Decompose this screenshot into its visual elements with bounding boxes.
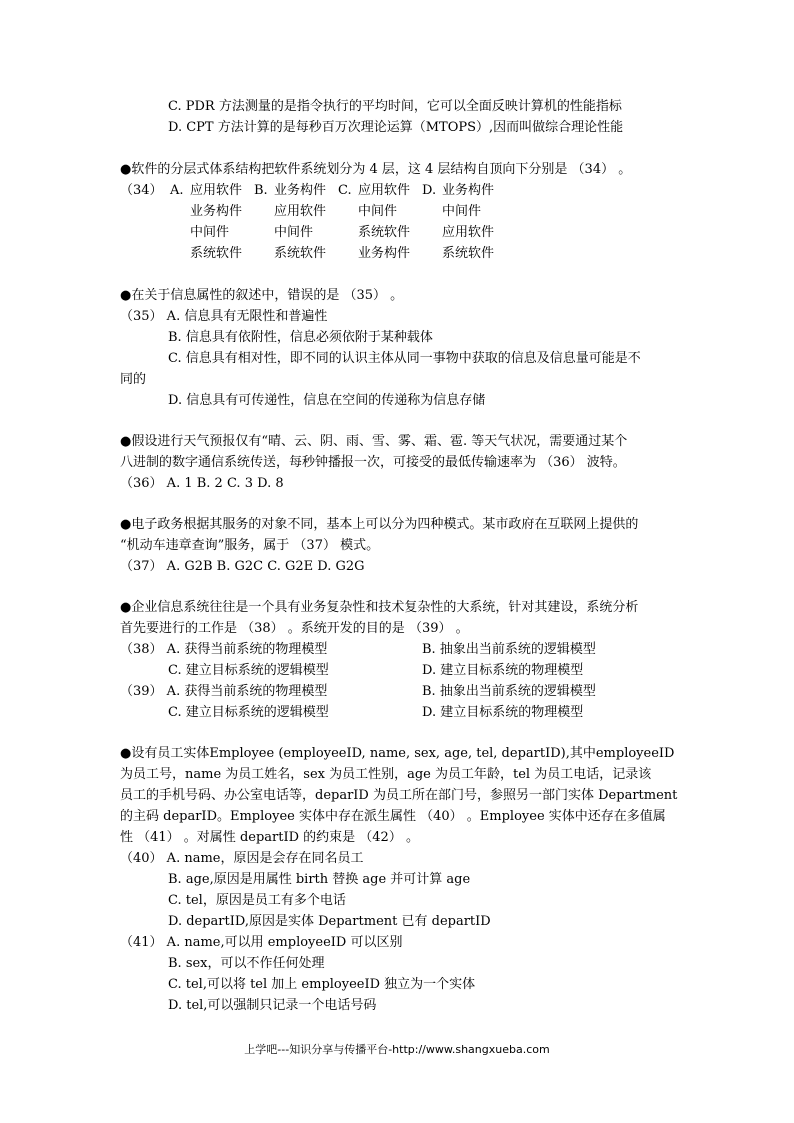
q34-label-c: C.	[338, 183, 352, 198]
q36-stem-1: ●假设进行天气预报仅有“晴、云、阴、雨、雪、雾、霜、雹. 等天气状况，需要通过某个	[120, 434, 628, 449]
q35-option-b: B. 信息具有依附性，信息必须依附于某种载体	[168, 330, 433, 345]
q34-d-3: 应用软件	[442, 225, 495, 240]
q33-option-c: C. PDR 方法测量的是指令执行的平均时间，它可以全面反映计算机的性能指标	[168, 99, 622, 114]
q40-stem-5: 性 （41） 。对属性 departID 的约束是 （42） 。	[120, 830, 419, 845]
q37-options: （37） A. G2B B. G2C C. G2E D. G2G	[120, 559, 365, 574]
q41-option-c: C. tel,可以将 tel 加上 employeeID 独立为一个实体	[168, 977, 476, 992]
q33-option-d: D. CPT 方法计算的是每秒百万次理论运算（MTOPS）,因而叫做综合理论性能	[168, 120, 624, 135]
q34-a-2: 业务构件	[190, 204, 243, 219]
q34-a-4: 系统软件	[190, 246, 243, 261]
q39-option-d: D. 建立目标系统的物理模型	[422, 705, 584, 720]
q38-option-c: C. 建立目标系统的逻辑模型	[168, 663, 329, 678]
q34-options	[120, 180, 520, 264]
q34-d-4: 系统软件	[442, 246, 495, 261]
q40-stem-2: 为员工号，name 为员工姓名，sex 为员工性别，age 为员工年龄，tel 为员工电话，记录该	[120, 767, 652, 782]
q34-a-3: 中间件	[190, 225, 230, 240]
q35-option-c-cont: 同的	[120, 372, 147, 387]
q41-option-b: B. sex，可以不作任何处理	[168, 956, 325, 971]
q34-d-2: 中间件	[442, 204, 482, 219]
q34-label-b: B.	[254, 183, 268, 198]
q39-option-a: （39） A. 获得当前系统的物理模型	[120, 684, 328, 699]
q41-option-d: D. tel,可以强制只记录一个电话号码	[168, 998, 377, 1013]
q35-option-a: （35） A. 信息具有无限性和普遍性	[120, 309, 328, 324]
q34-c-4: 业务构件	[358, 246, 411, 261]
q38-stem-1: ●企业信息系统往往是一个具有业务复杂性和技术复杂性的大系统，针对其建设，系统分析	[120, 600, 639, 615]
q36-stem-2: 八进制的数字通信系统传送，每秒钟播报一次，可接受的最低传输速率为 （36） 波特。	[120, 455, 626, 470]
q38-option-d: D. 建立目标系统的物理模型	[422, 663, 584, 678]
q35-stem: ●在关于信息属性的叙述中，错误的是 （35） 。	[120, 288, 404, 303]
q40-stem-3: 员工的手机号码、办公室电话等，deparID 为员工所在部门号，参照另一部门实体 Department	[120, 788, 678, 803]
q34-d-1: 业务构件	[442, 183, 495, 198]
q38-option-b: B. 抽象出当前系统的逻辑模型	[422, 642, 596, 657]
q35-option-d: D. 信息具有可传递性，信息在空间的传递称为信息存储	[168, 393, 486, 408]
q35-option-c: C. 信息具有相对性，即不同的认识主体从同一事物中获取的信息及信息量可能是不	[168, 351, 641, 366]
q40-stem-1: ●设有员工实体Employee (employeeID, name, sex, age, tel, departID),其中employeeID	[120, 746, 675, 761]
q39-option-c: C. 建立目标系统的逻辑模型	[168, 705, 329, 720]
q40-option-a: （40） A. name，原因是会存在同名员工	[120, 851, 364, 866]
q34-a-1: 应用软件	[190, 183, 243, 198]
q40-option-c: C. tel，原因是员工有多个电话	[168, 893, 346, 908]
q40-option-b: B. age,原因是用属性 birth 替换 age 并可计算 age	[168, 872, 471, 887]
q39-option-b: B. 抽象出当前系统的逻辑模型	[422, 684, 596, 699]
q34-label-d: D.	[422, 183, 437, 198]
q40-stem-4: 的主码 deparID。Employee 实体中存在派生属性 （40） 。Employee 实体中还存在多值属	[120, 809, 666, 824]
q38-stem-2: 首先要进行的工作是 （38） 。系统开发的目的是 （39） 。	[120, 621, 469, 636]
q34-c-1: 应用软件	[358, 183, 411, 198]
q41-option-a: （41） A. name,可以用 employeeID 可以区别	[120, 935, 403, 950]
q34-c-3: 系统软件	[358, 225, 411, 240]
q37-stem-2: “机动车违章查询”服务，属于 （37） 模式。	[120, 538, 380, 553]
q36-options: （36） A. 1 B. 2 C. 3 D. 8	[120, 476, 284, 491]
q34-stem: ●软件的分层式体系结构把软件系统划分为 4 层，这 4 层结构自顶向下分别是 （34） 。	[120, 162, 632, 177]
q34-label-a: A.	[170, 183, 184, 198]
q40-option-d: D. departID,原因是实体 Department 已有 departID	[168, 914, 491, 929]
page-footer: 上学吧---知识分享与传播平台-http://www.shangxueba.com	[244, 1043, 550, 1056]
q34-c-2: 中间件	[358, 204, 398, 219]
q34-b-1: 业务构件	[274, 183, 327, 198]
q34-number: （34）	[120, 183, 163, 198]
q34-b-3: 中间件	[274, 225, 314, 240]
q37-stem-1: ●电子政务根据其服务的对象不同，基本上可以分为四种模式。某市政府在互联网上提供的	[120, 517, 639, 532]
q34-b-4: 系统软件	[274, 246, 327, 261]
q38-option-a: （38） A. 获得当前系统的物理模型	[120, 642, 328, 657]
q34-b-2: 应用软件	[274, 204, 327, 219]
